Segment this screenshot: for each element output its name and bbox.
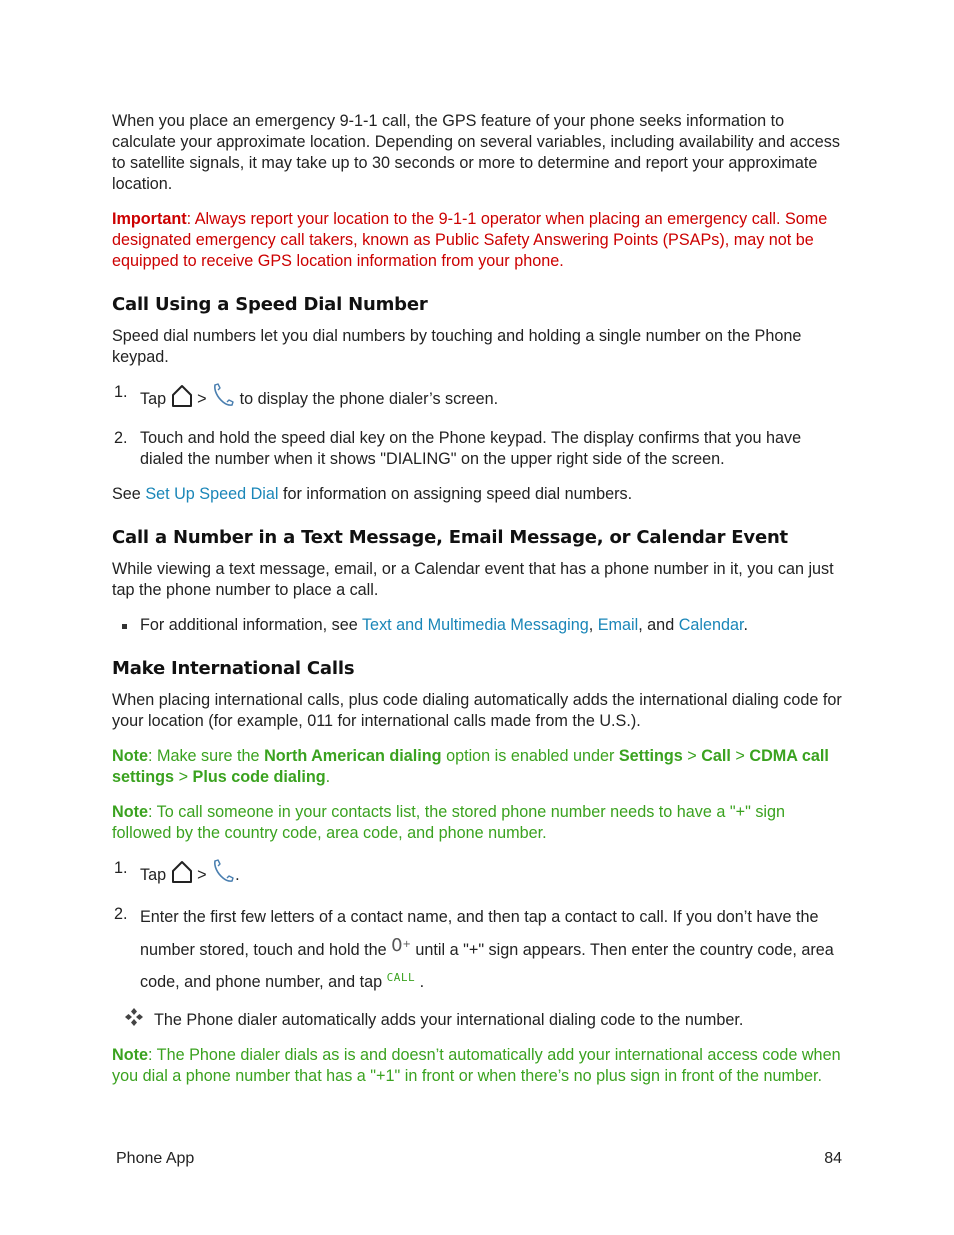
text-message-paragraph: While viewing a text message, email, or a Calendar event that has a phone number in it, you can just tap the phone number to place a call. xyxy=(112,560,834,599)
zero-plus-key[interactable] xyxy=(391,935,411,956)
home-icon[interactable] xyxy=(171,384,193,414)
note-text: : To call someone in your contacts list, the stored phone number needs to have a "+" sign followed by the country code, area code, and phone number. xyxy=(112,803,786,842)
important-label: Important xyxy=(112,210,187,228)
step-text: Tap xyxy=(140,390,167,408)
speed-dial-step-1 xyxy=(112,382,842,414)
footer-section: Phone App xyxy=(116,1150,195,1167)
phone-icon[interactable] xyxy=(211,382,235,414)
note-label: Note xyxy=(112,747,148,765)
note-dialer xyxy=(112,1045,842,1087)
step-number: 1. xyxy=(114,383,128,401)
bullet-text: , and xyxy=(638,616,675,634)
note-text: . xyxy=(325,768,331,786)
see-text: for information on assigning speed dial numbers. xyxy=(283,485,633,503)
step-number: 2. xyxy=(114,905,128,923)
step-text: until a "+" sign appears. Then enter the country code, area code, and phone number, and tap xyxy=(140,941,834,991)
email-link[interactable]: Email xyxy=(597,616,639,634)
step-text: to display the phone dialer’s screen. xyxy=(239,390,499,408)
speed-dial-step-2 xyxy=(112,428,842,470)
list-item xyxy=(112,615,842,636)
bullet-marker xyxy=(122,624,127,629)
international-step-2 xyxy=(112,904,842,996)
phone-icon[interactable] xyxy=(211,858,235,890)
note-emph: North American dialing xyxy=(264,747,442,765)
tip-text: The Phone dialer automatically adds your international dialing code to the number. xyxy=(154,1011,744,1029)
note-text: > xyxy=(735,747,745,765)
international-step-1 xyxy=(112,858,842,890)
note-text: : The Phone dialer dials as is and doesn’t automatically add your international access code when you dial a phone number that has a "+1" in front or when there’s no plus sign in front of the number. xyxy=(112,1046,841,1085)
tip xyxy=(112,1010,842,1031)
note-text: > xyxy=(178,768,189,786)
set-up-speed-dial-link[interactable]: Set Up Speed Dial xyxy=(145,485,279,503)
text-multimedia-messaging-link[interactable]: Text and Multimedia Messaging xyxy=(361,616,589,634)
step-text: Touch and hold the speed dial key on the Phone keypad. The display confirms that you have dialed the number when it shows "DIALING" on the upper right side of the screen. xyxy=(140,429,802,468)
page-footer xyxy=(116,1150,842,1168)
heading-text-message: Call a Number in a Text Message, Email Message, or Calendar Event xyxy=(112,527,788,548)
note-plus-code xyxy=(112,746,842,788)
note-emph: Settings xyxy=(618,747,683,765)
note-emph: Call xyxy=(701,747,731,765)
note-emph: Plus code dialing xyxy=(192,768,326,786)
note-text: : Make sure the xyxy=(147,747,260,765)
important-text: : Always report your location to the 9-1-1 operator when placing an emergency call. Some designated emergency call takers, known as Public Safety Answering Points (PSAPs), may not be equipped to receive GPS location information from your phone. xyxy=(112,210,828,270)
speed-dial-paragraph: Speed dial numbers let you dial numbers by touching and holding a single number on the Phone keypad. xyxy=(112,327,802,366)
step-text: . xyxy=(235,866,240,884)
heading-international: Make International Calls xyxy=(112,658,355,679)
see-text: See xyxy=(112,485,141,503)
see-speed-dial xyxy=(112,484,842,505)
text-message-bullets xyxy=(112,615,842,636)
plus-key-label: + xyxy=(402,939,411,950)
bullet-text: , xyxy=(588,616,594,634)
page-content xyxy=(112,111,842,1101)
step-text: > xyxy=(197,866,207,884)
important-note xyxy=(112,209,842,272)
step-number: 1. xyxy=(114,859,128,877)
zero-key-label: 0 xyxy=(391,935,403,956)
step-text: Tap xyxy=(140,866,167,884)
note-text: > xyxy=(687,747,697,765)
bullet-text: For additional information, see xyxy=(140,616,358,634)
bullet-text: . xyxy=(743,616,748,634)
calendar-link[interactable]: Calendar xyxy=(678,616,744,634)
note-emph: CDMA call settings xyxy=(112,747,829,786)
call-button[interactable]: CALL xyxy=(386,971,416,984)
step-text: Enter the first few letters of a contact name, and then tap a contact to call. If you don’t have the number stored, touch and hold the xyxy=(140,908,819,959)
speed-dial-steps xyxy=(112,382,842,470)
note-contacts xyxy=(112,802,842,844)
home-icon[interactable] xyxy=(171,860,193,890)
gps-paragraph: When you place an emergency 9-1-1 call, the GPS feature of your phone seeks information to calculate your approximate location. Depending on several variables, including availability and access to satellite signals, it may take up to 30 seconds or more to determine and report your approximate location. xyxy=(112,112,840,193)
note-label: Note xyxy=(112,1046,148,1064)
note-label: Note xyxy=(112,803,148,821)
international-steps xyxy=(112,858,842,996)
note-text: option is enabled under xyxy=(446,747,615,765)
international-paragraph: When placing international calls, plus code dialing automatically adds the international dialing code for your location (for example, 011 for international calls made from the U.S.). xyxy=(112,691,842,730)
step-text: . xyxy=(419,973,425,991)
step-text: > xyxy=(197,390,207,408)
heading-speed-dial: Call Using a Speed Dial Number xyxy=(112,294,428,315)
step-number: 2. xyxy=(114,429,128,447)
page-number: 84 xyxy=(824,1150,842,1167)
tip-icon xyxy=(124,1007,144,1033)
